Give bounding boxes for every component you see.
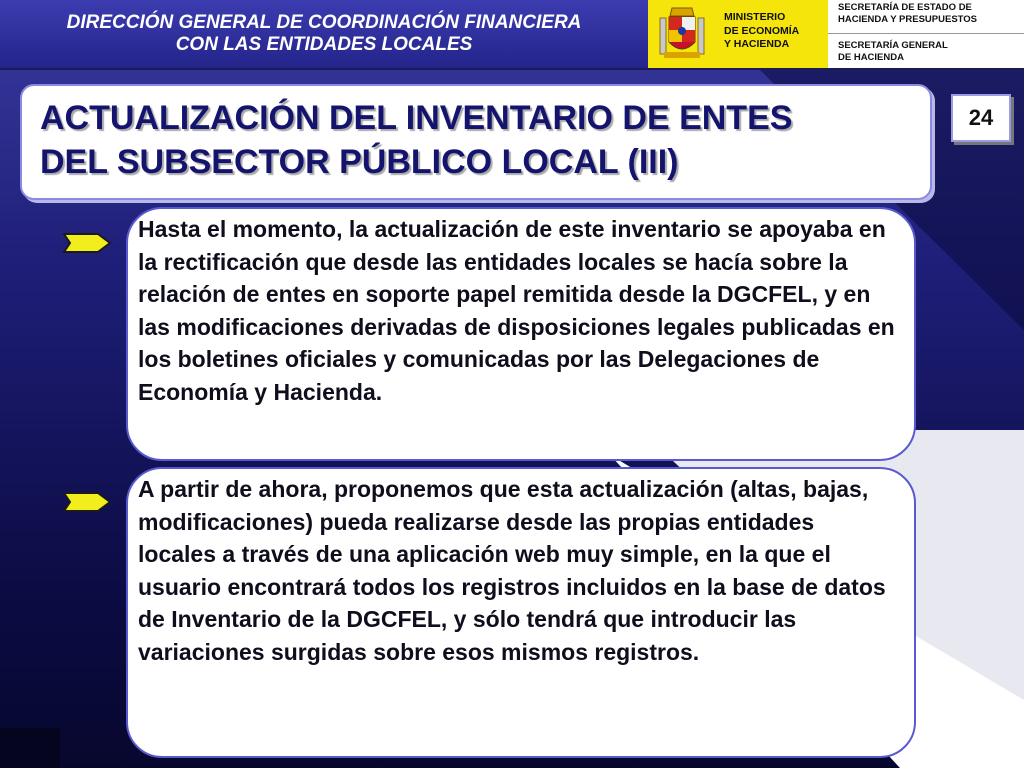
spain-coat-of-arms-icon <box>658 4 706 62</box>
paragraph-1: Hasta el momento, la actualización de este inventario se apoyaba en la rectificación que desde las entidades locales se hacía sobre la relación de entes en soporte papel remitida desde la DGCFEL, y en las modificaciones derivadas de disposiciones legales publicadas en los boletines oficiales y comunicadas por las Delegaciones de Economía y Hacienda. <box>138 216 895 405</box>
content-box-2 <box>126 467 916 758</box>
secretariat-general <box>838 40 948 64</box>
organization-banner <box>0 0 648 68</box>
header-bar <box>0 0 1024 70</box>
ministry-name <box>724 11 799 52</box>
arrow-bullet-icon <box>62 490 112 514</box>
slide-title-line-2: DEL SUBSECTOR PÚBLICO LOCAL (III) <box>40 143 679 181</box>
secretariat-divider <box>828 33 1024 34</box>
secretariat-block <box>828 0 1024 68</box>
content-box-1 <box>126 207 916 461</box>
secretariat-state <box>838 2 977 26</box>
ministry-line-3: Y HACIENDA <box>724 38 790 50</box>
slide-title <box>40 96 792 184</box>
slide-title-box <box>20 84 932 200</box>
slide-title-line-1: ACTUALIZACIÓN DEL INVENTARIO DE ENTES <box>40 99 793 137</box>
secretariat-state-line-1: SECRETARÍA DE ESTADO DE <box>838 2 972 13</box>
secretariat-general-line-1: SECRETARÍA GENERAL <box>838 40 948 51</box>
arrow-bullet-icon <box>62 231 112 255</box>
corner-decoration <box>0 728 60 768</box>
secretariat-general-line-2: DE HACIENDA <box>838 52 904 63</box>
ministry-block <box>648 0 828 68</box>
organization-line-2: CON LAS ENTIDADES LOCALES <box>175 34 473 55</box>
page-number: 24 <box>951 94 1011 142</box>
paragraph-2: A partir de ahora, proponemos que esta actualización (altas, bajas, modificaciones) pueda realizarse desde las propias entidades locales a través de una aplicación web muy simple, en la que el usuario encontrará todos los registros incluidos en la base de datos de Inventario de la DGCFEL, y sólo tendrá que introducir las variaciones surgidas sobre esos mismos registros. <box>138 476 886 665</box>
ministry-line-2: DE ECONOMÍA <box>724 24 800 37</box>
secretariat-state-line-2: HACIENDA Y PRESUPUESTOS <box>838 14 978 25</box>
organization-line-1: DIRECCIÓN GENERAL DE COORDINACIÓN FINANCIERA <box>66 12 582 33</box>
ministry-line-1: MINISTERIO <box>724 11 786 23</box>
